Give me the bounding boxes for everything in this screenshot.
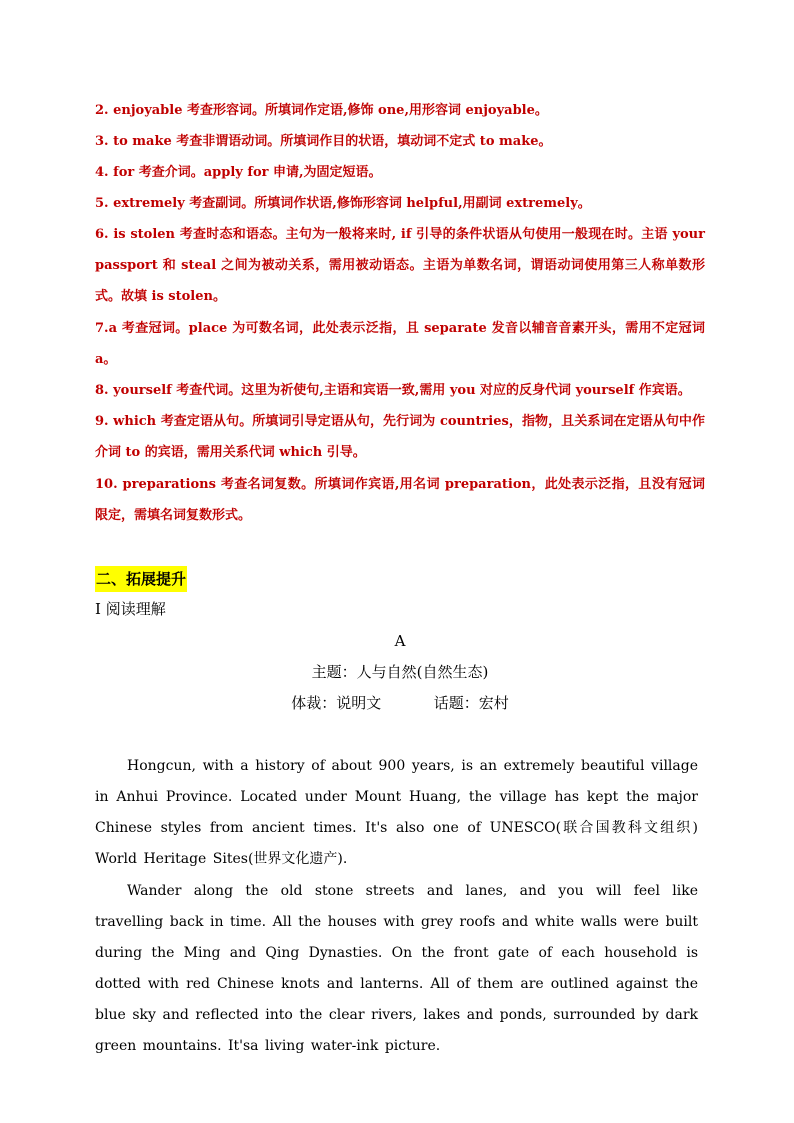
answer-item-9: 9. which 考查定语从句。所填词引导定语从句，先行词为 countries，指物，且关系词在定语从句中作介词 to 的宾语，需用关系代词 which 引导。	[95, 414, 705, 460]
passage-paragraph-2: Wander along the old stone streets and lanes, and you will feel like travelling back in time. All the houses with grey roofs and white walls were built during the Ming and Qing Dynasties. On the front gate of each household is dotted with red Chinese knots and lanterns. All of them are outlined against the blue sky and reflected into the clear rivers, lakes and ponds, surrounded by dark green mountains. It'sa living water-ink picture.	[95, 883, 698, 1054]
answer-item-5: 5. extremely 考查副词。所填词作状语,修饰形容词 helpful,用副词 extremely。	[95, 196, 591, 211]
answer-item-8: 8. yourself 考查代词。这里为祈使句,主语和宾语一致,需用 you 对应的反身代词 yourself 作宾语。	[95, 383, 691, 398]
sub-heading: I 阅读理解	[95, 600, 166, 618]
answer-item-4: 4. for 考查介词。apply for 申请,为固定短语。	[95, 165, 382, 180]
answer-item-10: 10. preparations 考查名词复数。所填词作宾语,用名词 preparation，此处表示泛指，且没有冠词限定，需填名词复数形式。	[95, 477, 705, 523]
answer-item-6: 6. is stolen 考查时态和语态。主句为一般将来时, if 引导的条件状语从句使用一般现在时。主语 your passport 和 steal 之间为被动关系，需用被动语态。主语为单数名词，谓语动词使用第三人称单数形式。故填 is stolen。	[95, 227, 705, 304]
answer-item-7: 7.a 考查冠词。place 为可数名词，此处表示泛指，且 separate 发音以辅音音素开头，需用不定冠词 a。	[95, 321, 705, 367]
theme-line: 主题：人与自然(自然生态)	[311, 663, 489, 681]
section-heading: 二、拓展提升	[95, 566, 187, 592]
genre-topic-line: 体裁：说明文 话题：宏村	[291, 694, 509, 712]
passage-paragraph-1: Hongcun, with a history of about 900 years, is an extremely beautiful village in Anhui Province. Located under Mount Huang, the village has kept the major Chinese styles from ancient times. It's also one of UNESCO(联合国教科文组织) World Heritage Sites(世界文化遗产).	[95, 758, 698, 867]
answer-item-2: 2. enjoyable 考查形容词。所填词作定语,修饰 one,用形容词 enjoyable。	[95, 103, 548, 118]
answer-item-3: 3. to make 考查非谓语动词。所填词作目的状语，填动词不定式 to make。	[95, 134, 552, 149]
passage-letter: A	[394, 632, 406, 650]
